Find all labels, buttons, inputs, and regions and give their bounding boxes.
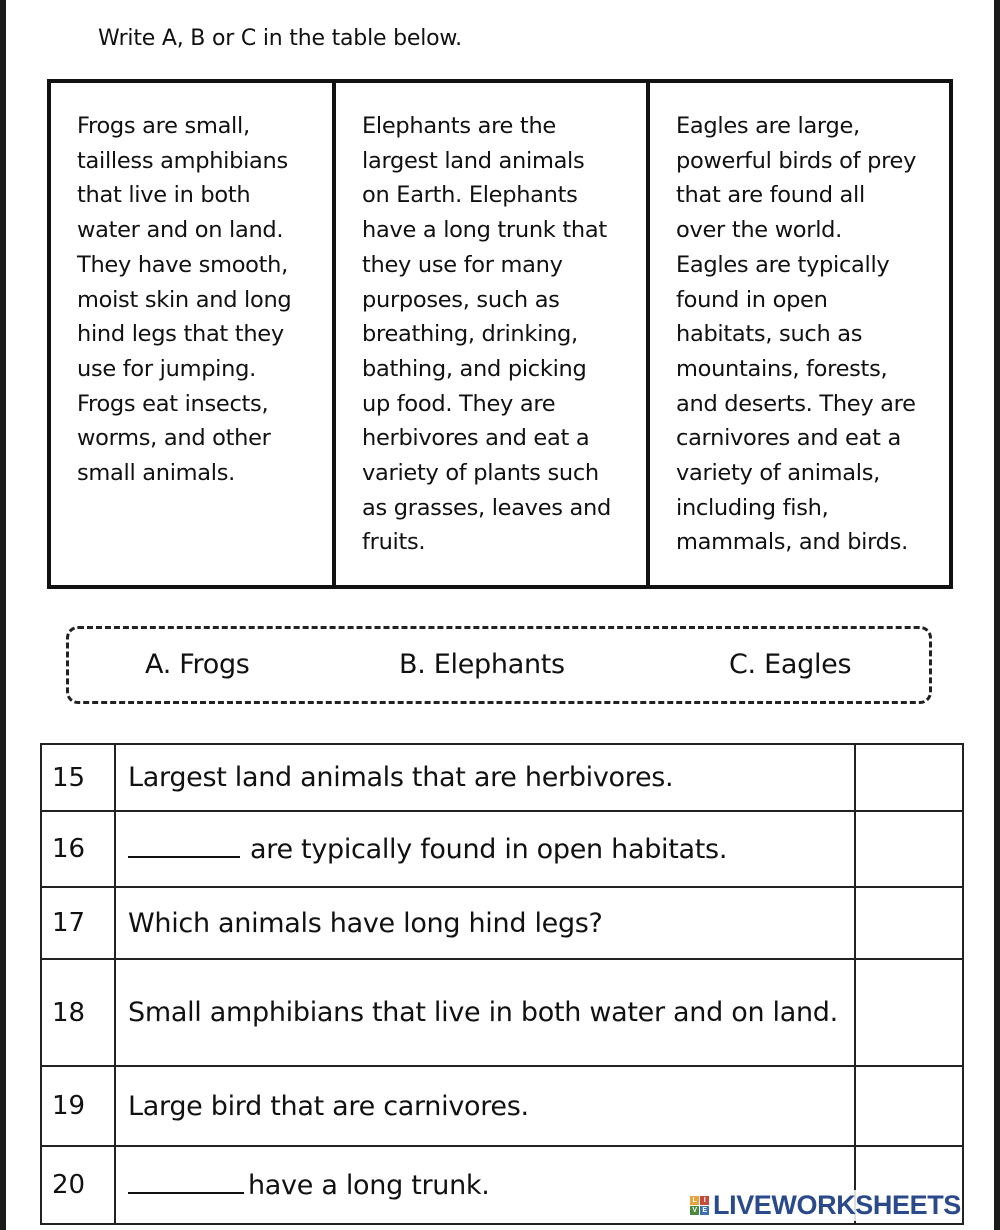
page-edge-left [0, 0, 6, 1230]
passage-line: Frogs eat insects, [77, 390, 269, 417]
question-number: 19 [41, 1066, 115, 1146]
liveworksheets-logo[interactable] [690, 1190, 961, 1221]
question-number: 20 [41, 1146, 115, 1224]
passage-line: over the world. [676, 217, 843, 244]
answer-cell[interactable] [855, 744, 963, 811]
answer-cell[interactable] [855, 811, 963, 887]
passage-line: breathing, drinking, [362, 321, 578, 348]
question-row [41, 744, 963, 811]
question-row [41, 811, 963, 887]
passage-line: worms, and other [77, 425, 271, 452]
passage-line: as grasses, leaves and [362, 494, 611, 521]
passage-line: that live in both [77, 182, 251, 209]
passage-line: variety of plants such [362, 460, 599, 487]
question-text: have a long trunk. [248, 1169, 490, 1201]
passages-table [47, 79, 953, 589]
answer-input[interactable] [856, 744, 966, 811]
passage-line: found in open [676, 286, 828, 313]
passage-line: on Earth. Elephants [362, 182, 578, 209]
passage-elephants [336, 83, 650, 585]
passage-line: Frogs are small, [77, 113, 250, 139]
passage-line: water and on land. [77, 217, 284, 244]
fill-blank [128, 832, 240, 858]
passage-eagles [650, 83, 949, 585]
fill-blank [128, 1168, 244, 1194]
answer-input[interactable] [856, 811, 966, 887]
passage-line: hind legs that they [77, 321, 284, 348]
passage-line: small animals. [77, 460, 236, 487]
passage-frogs [51, 83, 336, 585]
instruction-text: Write A, B or C in the table below. [98, 26, 462, 51]
passage-line: have a long trunk that [362, 217, 607, 244]
passage-line: They have smooth, [77, 251, 288, 278]
option-b: B. Elephants [399, 649, 565, 680]
passage-line: tailless amphibians [77, 147, 288, 174]
question-text: Largest land animals that are herbivores. [115, 744, 855, 811]
liveworksheets-icon: L I V E [690, 1196, 709, 1215]
question-row [41, 1066, 963, 1146]
passage-line: bathing, and picking [362, 355, 587, 382]
passage-line: moist skin and long [77, 286, 292, 313]
question-text: Small amphibians that live in both water and on land. [115, 959, 855, 1066]
passage-line: fruits. [362, 529, 426, 556]
passage-line: Eagles are large, [676, 113, 860, 139]
passage-line: up food. They are [362, 390, 556, 417]
passage-line: that are found all [676, 182, 865, 209]
passage-line: largest land animals [362, 147, 585, 174]
passage-line: variety of animals, [676, 460, 881, 487]
page-edge-right [994, 0, 1000, 1230]
question-text: Which animals have long hind legs? [115, 887, 855, 959]
question-number: 16 [41, 811, 115, 887]
brand-name: LIVEWORKSHEETS [713, 1190, 961, 1220]
option-a: A. Frogs [145, 649, 250, 680]
answer-cell[interactable] [855, 959, 963, 1066]
question-row [41, 959, 963, 1066]
passage-line: Eagles are typically [676, 251, 890, 278]
question-text: Large bird that are carnivores. [115, 1066, 855, 1146]
options-box [66, 626, 932, 704]
passage-line: habitats, such as [676, 321, 863, 348]
option-c: C. Eagles [729, 649, 852, 680]
passage-line: powerful birds of prey [676, 147, 917, 174]
question-cell [115, 811, 855, 887]
passage-line: Elephants are the [362, 113, 556, 139]
passage-line: use for jumping. [77, 355, 256, 382]
answer-input[interactable] [856, 1066, 966, 1146]
answer-input[interactable] [856, 959, 966, 1066]
question-row [41, 887, 963, 959]
question-number: 17 [41, 887, 115, 959]
passage-line: purposes, such as [362, 286, 560, 313]
passage-line: and deserts. They are [676, 390, 916, 417]
passage-line: including fish, [676, 494, 829, 521]
questions-table [40, 743, 964, 1225]
answer-cell[interactable] [855, 887, 963, 959]
passage-line: mountains, forests, [676, 355, 888, 382]
answer-cell[interactable] [855, 1066, 963, 1146]
passage-line: they use for many [362, 251, 563, 278]
passage-line: carnivores and eat a [676, 425, 901, 452]
question-number: 18 [41, 959, 115, 1066]
passage-line: mammals, and birds. [676, 529, 908, 556]
question-number: 15 [41, 744, 115, 811]
answer-input[interactable] [856, 887, 966, 959]
passage-line: herbivores and eat a [362, 425, 590, 452]
question-text: are typically found in open habitats. [250, 833, 728, 865]
